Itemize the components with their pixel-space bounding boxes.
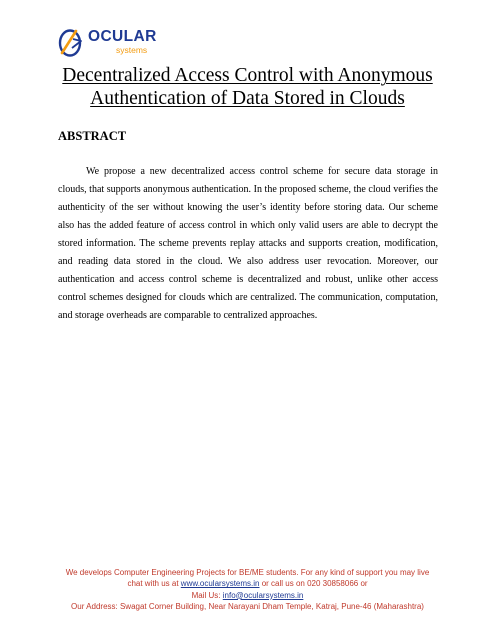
footer-chat-text: chat with us at: [127, 579, 181, 589]
email-link[interactable]: info@ocularsystems.in: [222, 590, 304, 600]
abstract-paragraph: We propose a new decentralized access control scheme for secure data storage in clouds, that supports anonymous authentication. In the proposed scheme, the cloud verifies the authenticity of the ser without knowing the user’s identity before storing data. Our scheme also has the added feature of access control in which only valid users are able to decrypt the stored information. The scheme prevents replay attacks and supports creation, modification, and reading data stored in the cloud. We also address user revocation. Moreover, our authentication and access control scheme is decentralized and robust, unlike other access control schemes designed for clouds which are centralized. The communication, computation, and storage overheads are comparable to centralized approaches.: [58, 166, 438, 321]
logo-tagline: systems: [116, 45, 148, 55]
website-link[interactable]: www.ocularsystems.in: [180, 579, 260, 589]
document-title: Decentralized Access Control with Anonymous Authentication of Data Stored in Clouds: [62, 65, 433, 109]
footer-mail-label: Mail Us:: [191, 590, 223, 600]
ocular-logo: [58, 28, 168, 60]
footer-line-mail: [40, 590, 455, 601]
ocular-logo-icon: [58, 28, 86, 58]
page-footer: [40, 567, 455, 612]
logo-brand-text: OCULAR: [88, 28, 157, 45]
footer-line-projects: We develops Computer Engineering Projects for BE/ME students. For any kind of support you may live: [65, 568, 430, 577]
footer-line-contact: [40, 578, 455, 589]
footer-call-text: or call us on 020 30858066 or: [259, 579, 368, 589]
section-heading-abstract: ABSTRACT: [58, 129, 127, 143]
footer-address: Our Address: Swagat Corner Building, Near Narayani Dham Temple, Katraj, Pune-46 (Maharashtra): [71, 601, 424, 611]
